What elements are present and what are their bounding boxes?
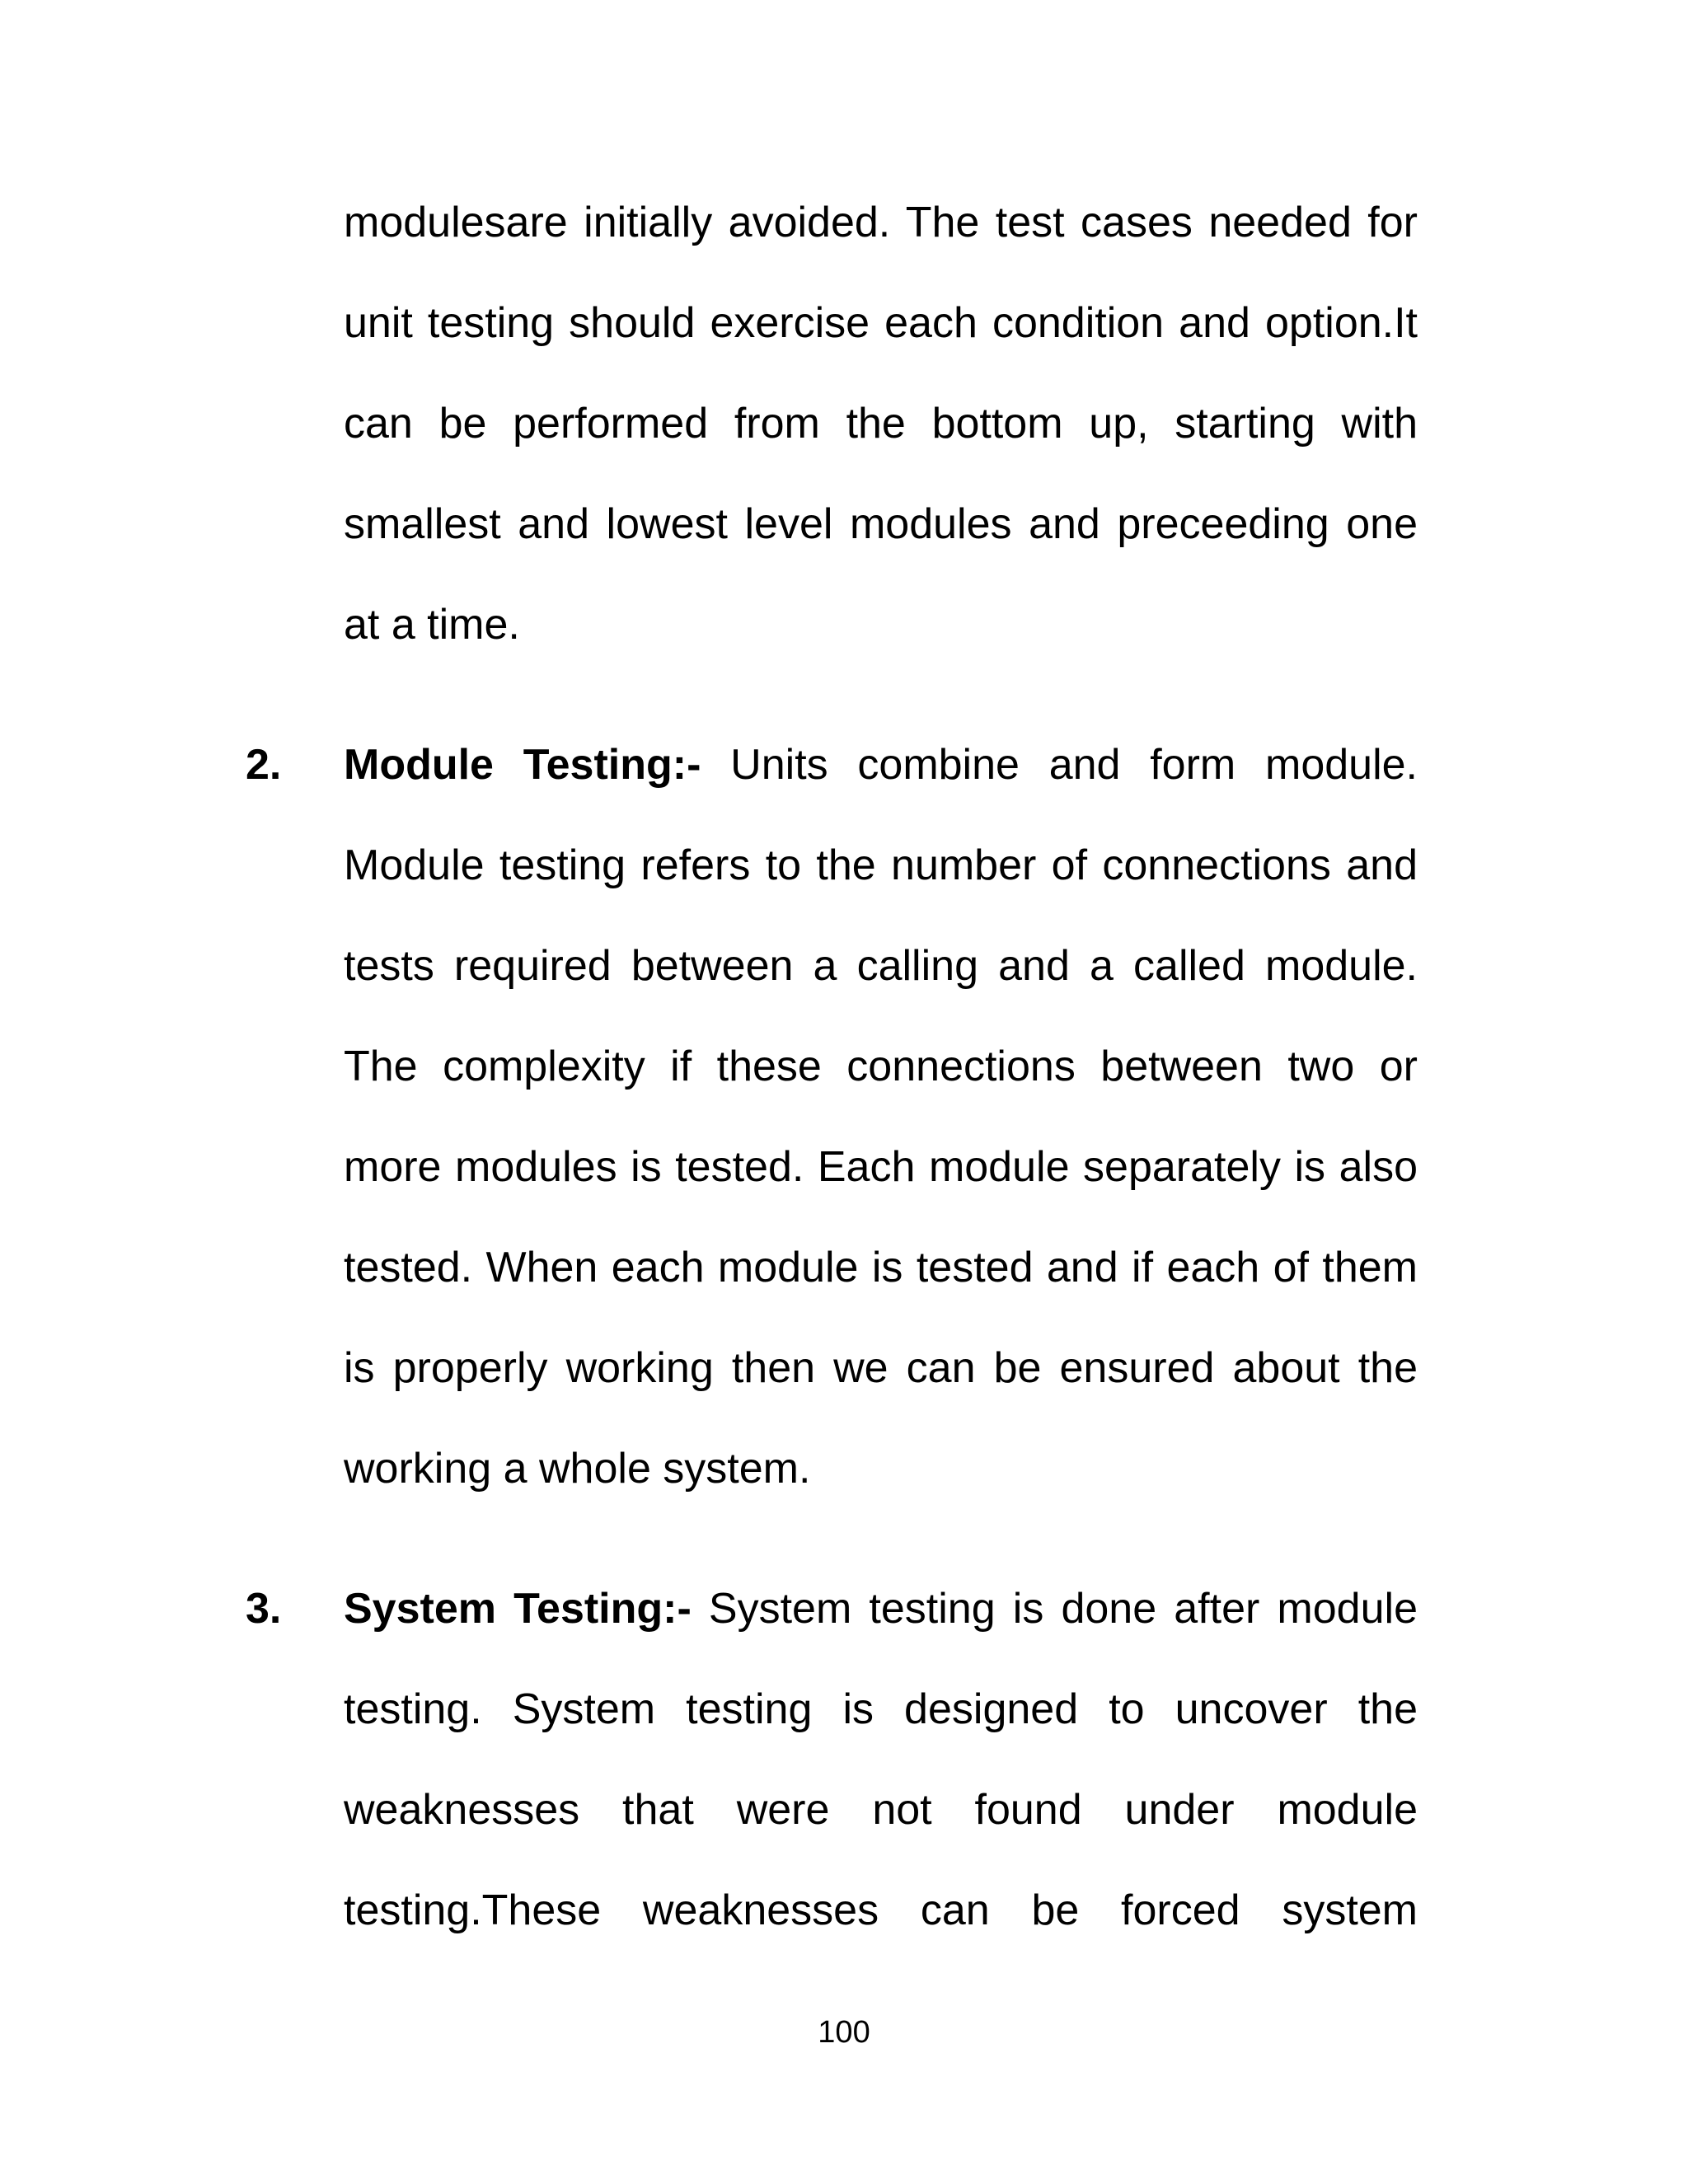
text-line: weaknesses that were not found under module (344, 1786, 1418, 1834)
text-line: more modules is tested. Each module separately is also (344, 1143, 1418, 1191)
text-line: working a whole system. (344, 1445, 811, 1493)
text-line: testing.These weaknesses can be forced system (344, 1886, 1418, 1934)
item-heading: Module Testing:- (344, 741, 701, 789)
list-item-first-line (344, 1584, 1418, 1633)
text-line: modulesare initially avoided. The test cases needed for (344, 199, 1418, 246)
text-line: The complexity if these connections between two or (344, 1043, 1418, 1090)
item-first-line-text: System testing is done after module (691, 1585, 1418, 1633)
text-line: Module testing refers to the number of connections and (344, 841, 1418, 889)
text-line: testing. System testing is designed to uncover the (344, 1685, 1418, 1733)
list-item-first-line (344, 740, 1418, 790)
text-line: tested. When each module is tested and if each of them (344, 1244, 1418, 1291)
page-number: 100 (818, 2015, 870, 2050)
item-first-line-text: Units combine and form module. (701, 741, 1418, 789)
text-line: unit testing should exercise each condition and option.It (344, 299, 1418, 347)
list-number: 2. (246, 741, 282, 789)
text-line: tests required between a calling and a called module. (344, 942, 1418, 990)
text-line: at a time. (344, 601, 520, 649)
text-line: can be performed from the bottom up, starting with (344, 400, 1418, 448)
item-heading: System Testing:- (344, 1585, 692, 1633)
text-line: is properly working then we can be ensured about the (344, 1344, 1418, 1392)
list-number: 3. (246, 1585, 282, 1633)
text-line: smallest and lowest level modules and preceeding one (344, 500, 1418, 548)
